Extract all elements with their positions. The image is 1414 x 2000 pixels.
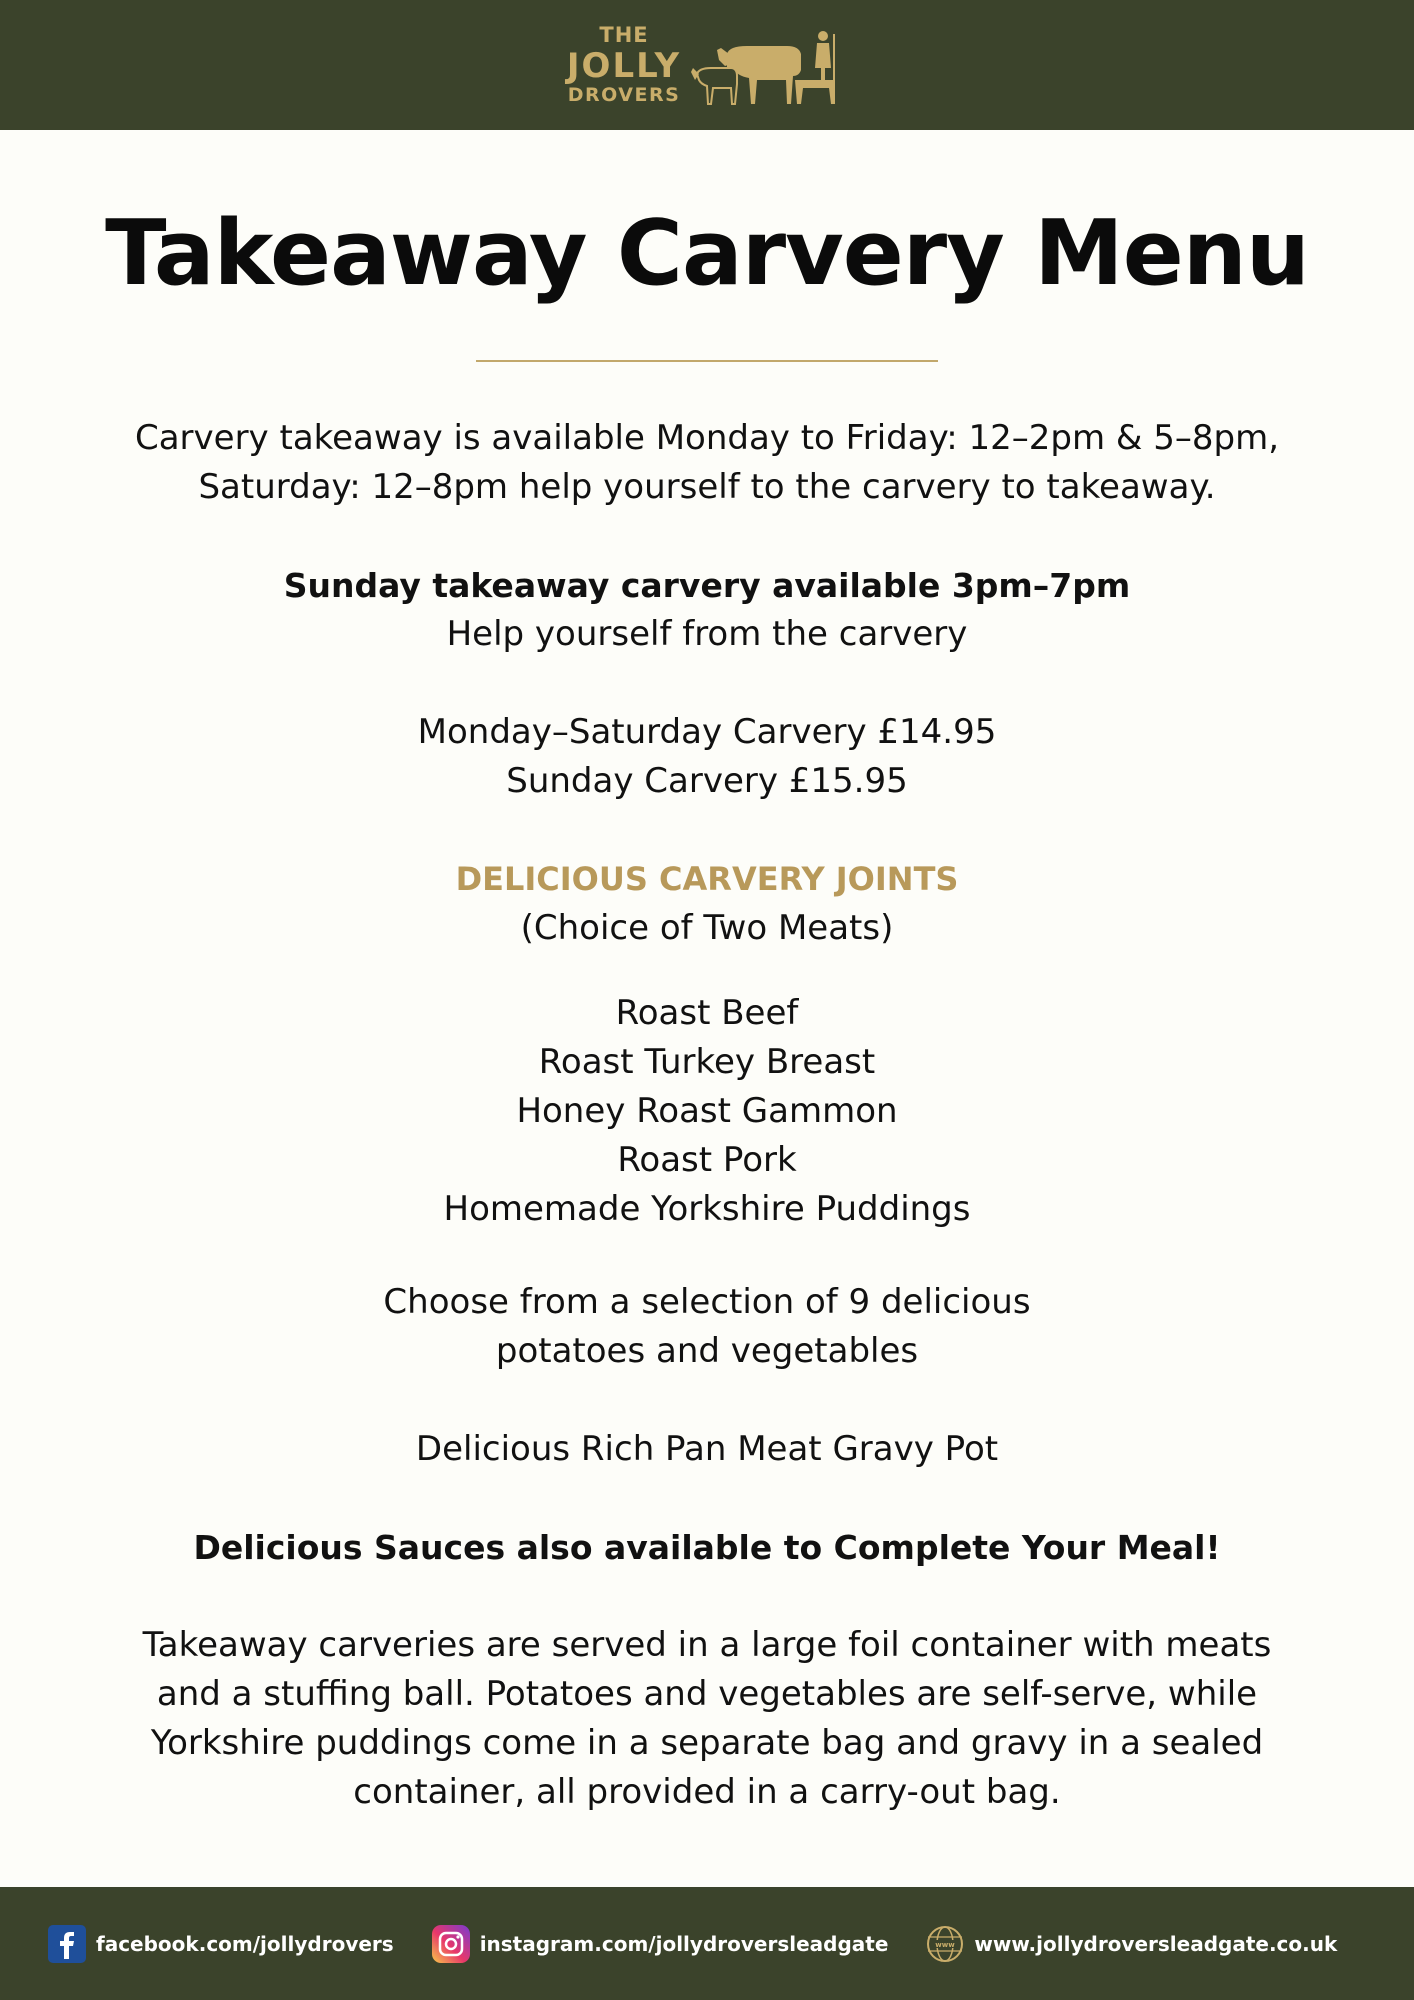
list-item: Roast Turkey Breast <box>538 1042 876 1082</box>
vegetables-line-2: potatoes and vegetables <box>495 1331 919 1371</box>
list-item: Honey Roast Gammon <box>516 1091 898 1131</box>
description-line: and a stuffing ball. Potatoes and vegetables are self-serve, while <box>156 1674 1258 1714</box>
page-header <box>0 0 1414 130</box>
list-item: Roast Pork <box>617 1140 797 1180</box>
joints-heading: DELICIOUS CARVERY JOINTS <box>455 860 959 898</box>
vegetables-line-1: Choose from a selection of 9 delicious <box>383 1282 1031 1322</box>
jolly-drovers-logo <box>567 24 847 106</box>
instagram-link-text: instagram.com/jollydroversleadgate <box>479 1931 889 1956</box>
menu-content <box>0 130 1414 1817</box>
availability-line-2: Saturday: 12–8pm help yourself to the carvery to takeaway. <box>198 467 1216 507</box>
website-link-text: www.jollydroversleadgate.co.uk <box>974 1931 1338 1956</box>
joints-heading-section <box>0 855 1414 953</box>
description-line: container, all provided in a carry-out bag. <box>353 1772 1061 1812</box>
gravy-text: Delicious Rich Pan Meat Gravy Pot <box>415 1429 999 1469</box>
description-line: Yorkshire puddings come in a separate bag and gravy in a sealed <box>150 1723 1264 1763</box>
logo-line-drovers: DROVERS <box>567 84 681 106</box>
prices-section <box>0 708 1414 806</box>
logo-line-the: THE <box>599 23 649 47</box>
sunday-section <box>0 561 1414 659</box>
logo-line-jolly: JOLLY <box>566 46 682 86</box>
vegetables-text <box>0 1278 1414 1376</box>
facebook-link[interactable] <box>48 1925 394 1963</box>
sauces-text: Delicious Sauces also available to Complete Your Meal! <box>193 1528 1221 1567</box>
price-weekday: Monday–Saturday Carvery £14.95 <box>417 712 997 752</box>
joints-list <box>0 989 1414 1234</box>
cattle-drover-icon <box>687 24 847 106</box>
instagram-icon <box>432 1925 470 1963</box>
page-footer <box>0 1887 1414 2000</box>
availability-text <box>0 414 1414 512</box>
sunday-subtext: Help yourself from the carvery <box>446 614 968 654</box>
availability-line-1: Carvery takeaway is available Monday to Friday: 12–2pm & 5–8pm, <box>134 418 1279 458</box>
website-link[interactable] <box>926 1925 1337 1963</box>
description-line: Takeaway carveries are served in a large foil container with meats <box>142 1625 1272 1665</box>
description-text <box>0 1621 1414 1817</box>
instagram-link[interactable] <box>432 1925 889 1963</box>
facebook-link-text: facebook.com/jollydrovers <box>96 1931 394 1956</box>
sunday-heading: Sunday takeaway carvery available 3pm–7pm <box>283 566 1131 605</box>
globe-icon-label: www <box>935 1940 956 1949</box>
logo-text <box>567 25 681 105</box>
page-title: Takeaway Carvery Menu <box>105 201 1309 306</box>
joints-subheading: (Choice of Two Meats) <box>520 908 894 948</box>
globe-icon <box>926 1925 964 1963</box>
list-item: Homemade Yorkshire Puddings <box>443 1189 971 1229</box>
list-item: Roast Beef <box>615 993 799 1033</box>
title-divider <box>476 360 938 362</box>
facebook-icon <box>48 1925 86 1963</box>
price-sunday: Sunday Carvery £15.95 <box>506 761 908 801</box>
